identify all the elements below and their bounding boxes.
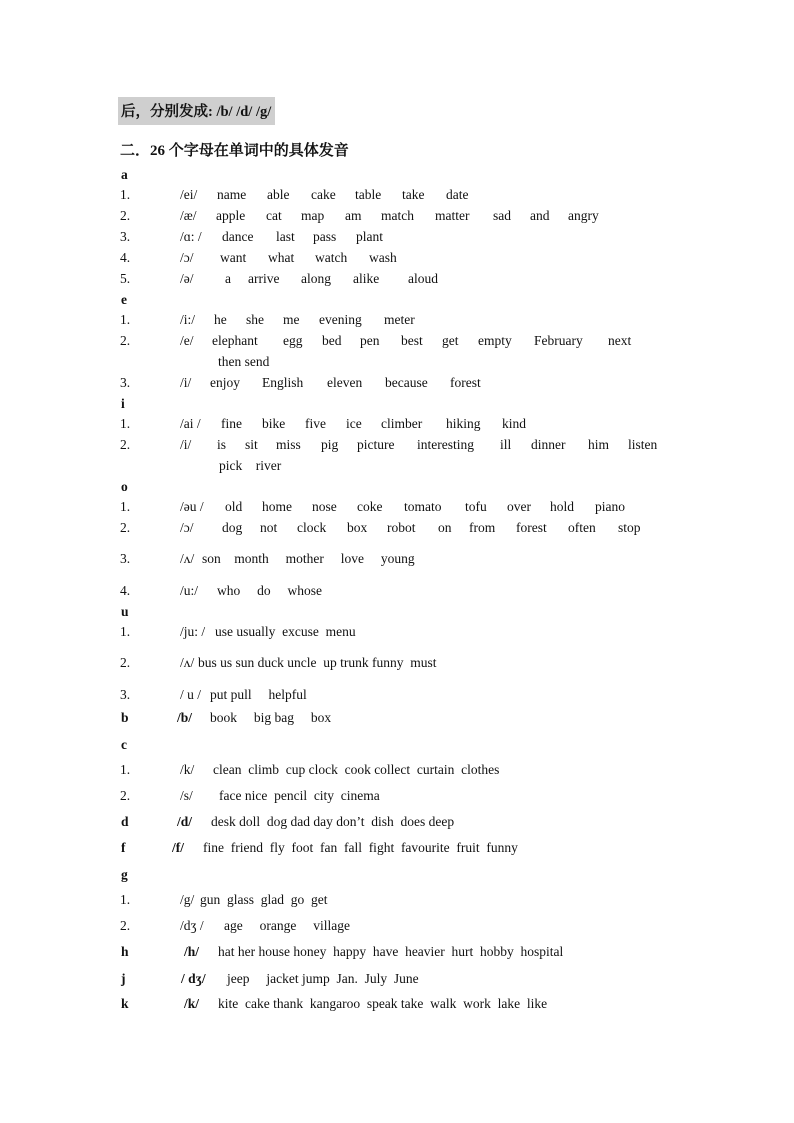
phonetic: / u / [180, 687, 202, 702]
word: cake [311, 187, 336, 202]
word: plant [356, 229, 383, 244]
row-number: 1. [120, 187, 131, 202]
word: coke [357, 499, 383, 514]
phonetic: /d/ [177, 814, 193, 829]
letter-h: h [121, 944, 129, 959]
row-number: 1. [120, 892, 131, 907]
words: bus us sun duck uncle up trunk funny must [198, 655, 437, 670]
phonetic: /ʌ/ [180, 655, 195, 670]
word: on [438, 520, 452, 535]
word: is [217, 437, 227, 452]
word: aloud [408, 271, 438, 286]
letter-i: i [121, 396, 125, 411]
row-number: 3. [120, 229, 131, 244]
word: me [283, 312, 300, 327]
row-f [0, 839, 794, 857]
word: eleven [327, 375, 363, 390]
word: nose [312, 499, 337, 514]
letter-b: b [121, 710, 129, 725]
words: gun glass glad go get [200, 892, 328, 907]
words: kite cake thank kangaroo speak take walk work lake like [218, 996, 548, 1011]
word: next [608, 333, 632, 348]
words: son month mother love young [202, 551, 415, 566]
word: often [568, 520, 596, 535]
row-number: 4. [120, 583, 131, 598]
word: over [507, 499, 531, 514]
word: five [305, 416, 326, 431]
words: face nice pencil city cinema [219, 788, 380, 803]
row-c2 [0, 787, 794, 805]
row-a3 [0, 228, 794, 246]
phonetic: /k/ [180, 762, 195, 777]
row-number: 3. [120, 687, 131, 702]
row-number: 1. [120, 312, 131, 327]
row-number: 1. [120, 416, 131, 431]
word: empty [478, 333, 512, 348]
words: put pull helpful [210, 687, 307, 702]
word: hold [550, 499, 575, 514]
row-u1 [0, 623, 794, 641]
word: fine [221, 416, 242, 431]
letter-c: c [121, 737, 127, 752]
row-i2-continuation: pick river [219, 458, 282, 473]
phonetic: / dʒ/ [181, 971, 206, 986]
row-o4 [0, 582, 794, 600]
word: he [214, 312, 227, 327]
row-a5 [0, 270, 794, 288]
row-number: 2. [120, 520, 131, 535]
row-number: 3. [120, 551, 131, 566]
phonetic: /g/ [180, 892, 195, 907]
phonetic: /h/ [184, 944, 200, 959]
word: a [225, 271, 231, 286]
word: because [385, 375, 428, 390]
word: egg [283, 333, 303, 348]
phonetic: /ɔ/ [180, 520, 194, 535]
word: apple [216, 208, 246, 223]
letter-f: f [121, 840, 126, 855]
word: ill [500, 437, 512, 452]
word: forest [516, 520, 547, 535]
phonetic: /ai / [180, 416, 201, 431]
word: sad [493, 208, 511, 223]
phonetic: /ei/ [180, 187, 198, 202]
word: pen [360, 333, 380, 348]
letter-o: o [121, 479, 128, 494]
word: from [469, 520, 496, 535]
word: want [220, 250, 247, 265]
row-e2 [0, 332, 794, 350]
words: use usually excuse menu [215, 624, 356, 639]
word: tofu [465, 499, 487, 514]
row-number: 2. [120, 655, 131, 670]
words: desk doll dog dad day don’t dish does deep [211, 814, 455, 829]
phonetic: /e/ [180, 333, 194, 348]
word: English [262, 375, 304, 390]
phonetic: /i:/ [180, 312, 196, 327]
word: home [262, 499, 292, 514]
phonetic: /ju: / [180, 624, 206, 639]
phonetic: /dʒ / [180, 918, 204, 933]
phonetic: /b/ [177, 710, 193, 725]
word: am [345, 208, 362, 223]
word: last [276, 229, 295, 244]
row-i1 [0, 415, 794, 433]
row-number: 2. [120, 437, 131, 452]
word: dog [222, 520, 243, 535]
word: name [217, 187, 247, 202]
word: date [446, 187, 469, 202]
word: map [301, 208, 325, 223]
phonetic: /əu / [180, 499, 204, 514]
word: forest [450, 375, 481, 390]
word: bed [322, 333, 342, 348]
word: cat [266, 208, 282, 223]
word: dance [222, 229, 254, 244]
row-u3 [0, 686, 794, 704]
word: wash [369, 250, 397, 265]
word: piano [595, 499, 625, 514]
words: book big bag box [210, 710, 332, 725]
word: angry [568, 208, 599, 223]
phonetic: /ɔ/ [180, 250, 194, 265]
phonetic: /s/ [180, 788, 193, 803]
word: pig [321, 437, 339, 452]
letter-d: d [121, 814, 129, 829]
row-number: 3. [120, 375, 131, 390]
word: listen [628, 437, 658, 452]
word: stop [618, 520, 641, 535]
words: clean climb cup clock cook collect curtain clothes [213, 762, 500, 777]
row-e3 [0, 374, 794, 392]
word: kind [502, 416, 527, 431]
word: alike [353, 271, 380, 286]
row-c1 [0, 761, 794, 779]
word: sit [245, 437, 258, 452]
words: age orange village [224, 918, 350, 933]
word: get [442, 333, 459, 348]
row-o3 [0, 550, 794, 568]
letter-k: k [121, 996, 129, 1011]
word: interesting [417, 437, 474, 452]
row-number: 5. [120, 271, 131, 286]
word: ice [346, 416, 362, 431]
top-heading: 后，分别发成: /b/ /d/ /g/ [118, 97, 275, 125]
word: him [588, 437, 610, 452]
word: what [268, 250, 295, 265]
letter-g: g [121, 867, 128, 882]
row-h [0, 943, 794, 961]
word: picture [357, 437, 395, 452]
words: hat her house honey happy have heavier hurt hobby hospital [218, 944, 564, 959]
word: pass [313, 229, 337, 244]
phonetic: /u:/ [180, 583, 199, 598]
word: and [530, 208, 550, 223]
phonetic: /ə/ [180, 271, 194, 286]
word: hiking [446, 416, 481, 431]
phonetic: /i/ [180, 375, 192, 390]
word: old [225, 499, 243, 514]
word: February [534, 333, 583, 348]
word: best [401, 333, 423, 348]
section-title: 二．26 个字母在单词中的具体发音 [120, 143, 349, 159]
row-o2 [0, 519, 794, 537]
word: bike [262, 416, 286, 431]
word: dinner [531, 437, 566, 452]
words: jeep jacket jump Jan. July June [227, 971, 419, 986]
row-number: 4. [120, 250, 131, 265]
word: along [301, 271, 331, 286]
word: she [246, 312, 264, 327]
row-b [0, 709, 794, 727]
phonetic: /i/ [180, 437, 192, 452]
letter-j: j [121, 971, 126, 986]
row-e1 [0, 311, 794, 329]
word: take [402, 187, 425, 202]
row-number: 2. [120, 918, 131, 933]
row-number: 2. [120, 208, 131, 223]
phonetic: /ʌ/ [180, 551, 195, 566]
row-j [0, 970, 794, 988]
phonetic: /ɑ: / [180, 229, 202, 244]
letter-e: e [121, 292, 127, 307]
word: climber [381, 416, 423, 431]
row-e2-continuation: then send [218, 354, 270, 369]
row-number: 2. [120, 788, 131, 803]
word: not [260, 520, 278, 535]
word: tomato [404, 499, 442, 514]
letter-u: u [121, 604, 129, 619]
phonetic: /æ/ [180, 208, 197, 223]
words: who do whose [217, 583, 322, 598]
row-k [0, 995, 794, 1013]
row-d [0, 813, 794, 831]
word: evening [319, 312, 362, 327]
word: match [381, 208, 414, 223]
word: able [267, 187, 290, 202]
phonetic: /f/ [172, 840, 184, 855]
word: box [347, 520, 368, 535]
phonetic: /k/ [184, 996, 200, 1011]
row-o1 [0, 498, 794, 516]
word: clock [297, 520, 327, 535]
row-g2 [0, 917, 794, 935]
word: meter [384, 312, 415, 327]
word: miss [276, 437, 301, 452]
word: watch [315, 250, 348, 265]
row-number: 1. [120, 499, 131, 514]
word: matter [435, 208, 470, 223]
word: robot [387, 520, 416, 535]
row-number: 1. [120, 624, 131, 639]
row-a1 [0, 186, 794, 204]
row-u2 [0, 654, 794, 672]
letter-a: a [121, 167, 128, 182]
word: enjoy [210, 375, 240, 390]
word: table [355, 187, 382, 202]
row-number: 1. [120, 762, 131, 777]
word: elephant [212, 333, 258, 348]
row-g1 [0, 891, 794, 909]
row-a4 [0, 249, 794, 267]
row-i2 [0, 436, 794, 454]
words: fine friend fly foot fan fall fight favourite fruit funny [203, 840, 518, 855]
row-number: 2. [120, 333, 131, 348]
word: arrive [248, 271, 280, 286]
row-a2 [0, 207, 794, 225]
